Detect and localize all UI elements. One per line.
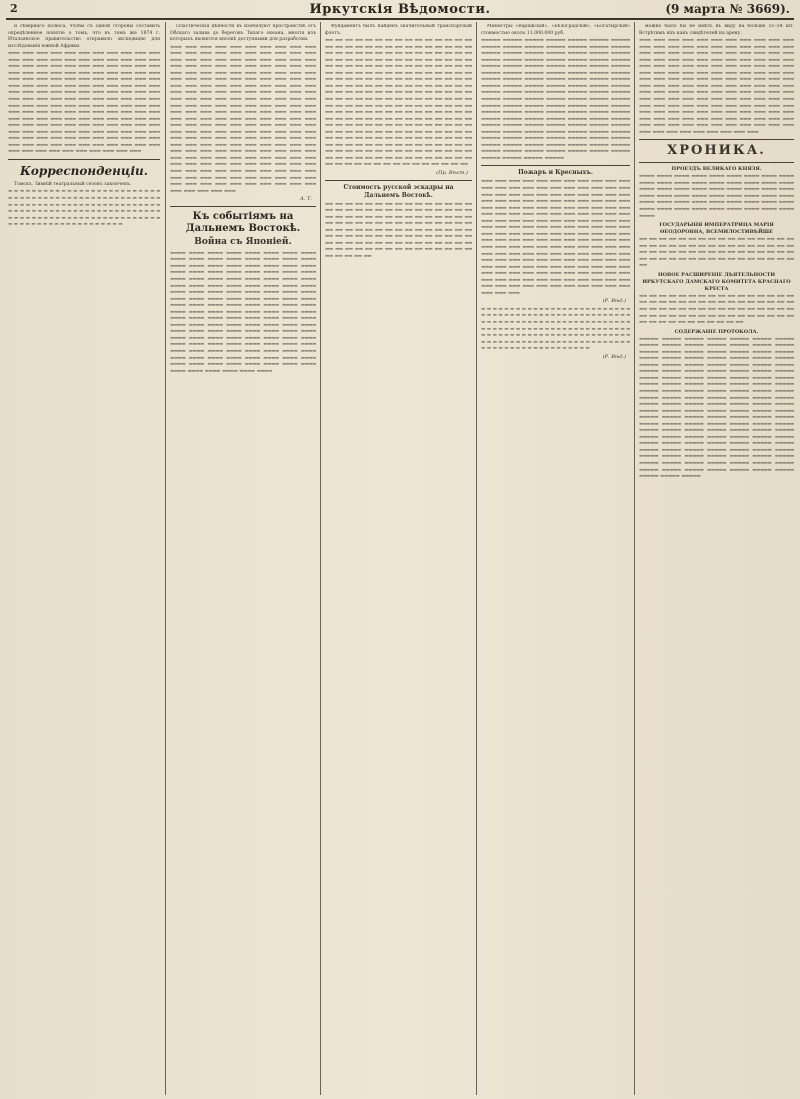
publication-title: Иркутскія Вѣдомости. <box>309 2 491 17</box>
column-4 <box>481 24 630 1095</box>
column-divider <box>634 22 635 1095</box>
body-text: ▬▬ ▬▬ ▬▬ ▬▬ ▬▬ ▬▬ ▬▬ ▬▬ ▬▬ ▬▬ ▬▬ ▬▬ ▬▬ ▬▬ ▬▬ ▬▬ ▬▬ ▬▬ ▬▬ ▬▬ ▬▬ ▬▬ ▬▬ ▬▬ ▬▬ ▬▬ ▬▬ ▬▬ ▬▬ ▬▬ ▬▬ ▬▬ ▬▬ ▬▬ ▬▬ ▬▬ ▬▬ ▬▬ ▬▬ ▬▬ ▬▬ ▬▬ ▬▬ ▬▬ ▬▬ ▬▬ ▬▬ ▬▬ ▬▬ ▬▬ ▬▬ ▬▬ ▬▬ ▬▬ ▬▬ ▬▬ ▬▬ ▬▬ ▬▬ ▬▬ ▬▬ ▬▬ ▬▬ ▬▬ ▬▬ ▬▬ ▬▬ ▬▬ ▬▬ ▬▬ ▬▬ ▬▬ ▬▬ ▬▬ ▬▬ ▬▬ ▬▬ ▬▬ ▬▬ ▬▬ ▬▬ ▬▬ ▬▬ ▬▬ ▬▬ ▬▬ ▬▬ ▬▬ ▬▬ ▬▬ ▬▬ ▬▬ ▬▬ ▬▬ ▬▬ ▬▬ ▬▬ ▬▬ ▬▬ ▬▬ ▬▬ ▬▬ ▬▬ ▬▬ ▬▬ ▬▬ ▬▬ ▬▬ ▬▬ ▬▬ ▬▬ ▬▬ ▬▬ ▬▬ ▬▬ ▬▬ ▬▬ ▬▬ ▬▬ ▬▬ ▬▬ ▬▬ ▬▬ ▬▬ ▬▬ <box>325 201 472 259</box>
article-signature: А. Т. <box>300 196 312 203</box>
chronicle-item-heading: НОВОЕ РАСШИРЕНІЕ ДѢЯТЕЛЬНОСТИ ИРКУТСКАГО ДАМСКАГО КОМИТЕТА КРАСНАГО КРЕСТА <box>642 271 791 292</box>
section-rule <box>639 162 794 163</box>
column-1 <box>8 24 160 1095</box>
body-text: ▬▬▬ ▬▬▬ ▬▬▬ ▬▬▬ ▬▬▬ ▬▬▬ ▬▬▬ ▬▬▬ ▬▬▬ ▬▬▬ ▬▬▬ ▬▬▬ ▬▬▬ ▬▬▬ ▬▬▬ ▬▬▬ ▬▬▬ ▬▬▬ ▬▬▬ ▬▬▬ ▬▬▬ ▬▬▬ ▬▬▬ ▬▬▬ ▬▬▬ ▬▬▬ ▬▬▬ ▬▬▬ ▬▬▬ ▬▬▬ ▬▬▬ ▬▬▬ ▬▬▬ ▬▬▬ ▬▬▬ ▬▬▬ ▬▬▬ ▬▬▬ ▬▬▬ ▬▬▬ ▬▬▬ ▬▬▬ ▬▬▬ ▬▬▬ ▬▬▬ ▬▬▬ ▬▬▬ ▬▬▬ ▬▬▬ ▬▬▬ ▬▬▬ ▬▬▬ ▬▬▬ ▬▬▬ ▬▬▬ ▬▬▬ ▬▬▬ ▬▬▬ ▬▬▬ ▬▬▬ ▬▬▬ ▬▬▬ ▬▬▬ ▬▬▬ ▬▬▬ ▬▬▬ ▬▬▬ ▬▬▬ ▬▬▬ ▬▬▬ ▬▬▬ ▬▬▬ ▬▬▬ ▬▬▬ ▬▬▬ ▬▬▬ ▬▬▬ ▬▬▬ ▬▬▬ ▬▬▬ ▬▬▬ ▬▬▬ ▬▬▬ ▬▬▬ ▬▬▬ ▬▬▬ ▬▬▬ ▬▬▬ ▬▬▬ ▬▬▬ ▬▬▬ ▬▬▬ ▬▬▬ ▬▬▬ ▬▬▬ ▬▬▬ ▬▬▬ ▬▬▬ ▬▬▬ ▬▬▬ ▬▬▬ ▬▬▬ ▬▬▬ ▬▬▬ ▬▬▬ ▬▬▬ ▬▬▬ ▬▬▬ ▬▬▬ ▬▬▬ ▬▬▬ ▬▬▬ ▬▬▬ ▬▬▬ ▬▬▬ ▬▬▬ ▬▬▬ ▬▬▬ ▬▬▬ ▬▬▬ ▬▬▬ ▬▬▬ ▬▬▬ ▬▬▬ ▬▬▬ ▬▬▬ ▬▬▬ ▬▬▬ ▬▬▬ ▬▬▬ ▬▬▬ ▬▬▬ ▬▬▬ ▬▬▬ ▬▬▬ ▬▬▬ ▬▬▬ ▬▬▬ ▬▬▬ ▬▬▬ ▬▬▬ ▬▬▬ ▬▬▬ ▬▬▬ ▬▬▬ ▬▬▬ ▬▬▬ ▬▬▬ ▬▬▬ ▬▬▬ ▬▬▬ ▬▬▬ ▬▬▬ ▬▬▬ ▬▬▬ ▬▬▬ ▬▬▬ ▬▬▬ ▬▬▬ ▬▬▬ ▬▬▬ ▬▬▬ ▬▬▬ ▬▬▬ ▬▬▬ ▬▬▬ ▬▬▬ ▬▬▬ ▬▬▬ ▬▬▬ ▬▬▬ ▬▬▬ ▬▬▬ ▬▬▬ ▬▬▬ ▬▬▬ ▬▬▬ ▬▬▬ ▬▬▬ ▬▬▬ ▬▬▬ ▬▬▬ ▬▬▬ ▬▬▬ ▬▬▬ ▬▬▬ ▬▬▬ ▬▬▬ ▬▬▬ ▬▬▬ <box>481 179 630 296</box>
body-text: ▬ ▬ ▬ ▬ ▬ ▬ ▬ ▬ ▬ ▬ ▬ ▬ ▬ ▬ ▬ ▬ ▬ ▬ ▬ ▬ ▬ ▬ ▬ ▬ ▬ ▬ ▬ ▬ ▬ ▬ ▬ ▬ ▬ ▬ ▬ ▬ ▬ ▬ ▬ ▬ ▬ ▬ ▬ ▬ ▬ ▬ ▬ ▬ ▬ ▬ ▬ ▬ ▬ ▬ ▬ ▬ ▬ ▬ ▬ ▬ ▬ ▬ ▬ ▬ ▬ ▬ ▬ ▬ ▬ ▬ ▬ ▬ ▬ ▬ ▬ ▬ ▬ ▬ ▬ ▬ ▬ ▬ ▬ ▬ ▬ ▬ ▬ ▬ ▬ ▬ ▬ ▬ ▬ ▬ ▬ ▬ ▬ ▬ ▬ ▬ ▬ ▬ ▬ ▬ ▬ ▬ ▬ ▬ ▬ ▬ ▬ ▬ ▬ ▬ ▬ ▬ ▬ ▬ ▬ ▬ ▬ ▬ ▬ ▬ ▬ ▬ ▬ ▬ ▬ ▬ ▬ ▬ ▬ ▬ ▬ ▬ ▬ ▬ ▬ ▬ ▬ ▬ ▬ ▬ ▬ ▬ ▬ ▬ ▬ ▬ ▬ ▬ ▬ ▬ ▬ ▬ ▬ ▬ ▬ ▬ ▬ ▬ ▬ ▬ ▬ ▬ ▬ ▬ ▬ ▬ ▬ ▬ ▬ ▬ ▬ <box>481 306 630 352</box>
body-text: ▬▬▬ ▬▬▬ ▬▬▬ ▬▬▬ ▬▬▬ ▬▬▬ ▬▬▬ ▬▬▬ ▬▬▬ ▬▬▬ ▬▬▬ ▬▬▬ ▬▬▬ ▬▬▬ ▬▬▬ ▬▬▬ ▬▬▬ ▬▬▬ ▬▬▬ ▬▬▬ ▬▬▬ ▬▬▬ ▬▬▬ ▬▬▬ ▬▬▬ ▬▬▬ ▬▬▬ ▬▬▬ ▬▬▬ ▬▬▬ ▬▬▬ ▬▬▬ ▬▬▬ ▬▬▬ ▬▬▬ ▬▬▬ ▬▬▬ ▬▬▬ ▬▬▬ ▬▬▬ ▬▬▬ ▬▬▬ ▬▬▬ ▬▬▬ ▬▬▬ ▬▬▬ ▬▬▬ ▬▬▬ ▬▬▬ ▬▬▬ ▬▬▬ ▬▬▬ ▬▬▬ ▬▬▬ ▬▬▬ ▬▬▬ ▬▬▬ ▬▬▬ ▬▬▬ ▬▬▬ ▬▬▬ ▬▬▬ ▬▬▬ ▬▬▬ ▬▬▬ ▬▬▬ ▬▬▬ ▬▬▬ ▬▬▬ ▬▬▬ ▬▬▬ ▬▬▬ ▬▬▬ ▬▬▬ ▬▬▬ ▬▬▬ ▬▬▬ ▬▬▬ ▬▬▬ ▬▬▬ ▬▬▬ ▬▬▬ ▬▬▬ ▬▬▬ ▬▬▬ ▬▬▬ ▬▬▬ ▬▬▬ ▬▬▬ ▬▬▬ ▬▬▬ ▬▬▬ ▬▬▬ ▬▬▬ ▬▬▬ ▬▬▬ ▬▬▬ ▬▬▬ ▬▬▬ ▬▬▬ ▬▬▬ ▬▬▬ ▬▬▬ ▬▬▬ ▬▬▬ ▬▬▬ ▬▬▬ ▬▬▬ ▬▬▬ ▬▬▬ ▬▬▬ ▬▬▬ ▬▬▬ ▬▬▬ ▬▬▬ ▬▬▬ ▬▬▬ ▬▬▬ ▬▬▬ ▬▬▬ ▬▬▬ ▬▬▬ ▬▬▬ ▬▬▬ ▬▬▬ ▬▬▬ ▬▬▬ ▬▬▬ ▬▬▬ ▬▬▬ ▬▬▬ ▬▬▬ ▬▬▬ ▬▬▬ ▬▬▬ ▬▬▬ ▬▬▬ ▬▬▬ ▬▬▬ ▬▬▬ ▬▬▬ ▬▬▬ ▬▬▬ ▬▬▬ ▬▬▬ ▬▬▬ ▬▬▬ ▬▬▬ ▬▬▬ ▬▬▬ ▬▬▬ ▬▬▬ ▬▬▬ ▬▬▬ ▬▬▬ ▬▬▬ ▬▬▬ ▬▬▬ ▬▬▬ ▬▬▬ ▬▬▬ ▬▬▬ ▬▬▬ ▬▬▬ ▬▬▬ ▬▬▬ ▬▬▬ ▬▬▬ ▬▬▬ ▬▬▬ ▬▬▬ ▬▬▬ ▬▬▬ ▬▬▬ ▬▬▬ ▬▬▬ ▬▬▬ ▬▬▬ ▬▬▬ ▬▬▬ ▬▬▬ ▬▬▬ ▬▬▬ ▬▬▬ ▬▬▬ ▬▬▬ ▬▬▬ ▬▬▬ ▬▬▬ ▬▬▬ ▬▬▬ ▬▬▬ ▬▬▬ ▬▬▬ ▬▬▬ ▬▬▬ ▬▬▬ ▬▬▬ ▬▬▬ ▬▬▬ ▬▬▬ ▬▬▬ ▬▬▬ ▬▬▬ ▬▬▬ ▬▬▬ ▬▬▬ ▬▬▬ ▬▬▬ ▬▬▬ ▬▬▬ ▬▬▬ ▬▬▬ ▬▬▬ ▬▬▬ ▬▬▬ ▬▬▬ ▬▬▬ ▬▬▬ ▬▬▬ ▬▬▬ ▬▬▬ ▬▬▬ ▬▬▬ ▬▬▬ <box>170 44 316 194</box>
column-divider <box>476 22 477 1095</box>
column-2 <box>170 24 316 1095</box>
column-divider <box>320 22 321 1095</box>
chronicle-item-heading: СОДЕРЖАНІЕ ПРОТОКОЛА. <box>674 328 759 335</box>
article-text: можно было бы не имѣть въ виду на больше 51–54 шт. Встрѣтимъ ихъ какъ свидѣтелей на арену. <box>639 24 794 36</box>
chronicle-item-heading: ГОСУДАРЫНЯ ИМПЕРАТРИЦА МАРІЯ ѲЕОДОРОВНА, ВСЕМИЛОСТИВѢЙШЕ <box>659 222 774 236</box>
column-5 <box>639 24 794 1095</box>
article-signature: (Пр. Вѣст.) <box>436 170 468 177</box>
issue-date-number: (9 марта № 3669). <box>665 2 790 16</box>
body-text: ▬▬ ▬▬ ▬▬ ▬▬ ▬▬ ▬▬ ▬▬ ▬▬ ▬▬ ▬▬ ▬▬ ▬▬ ▬▬ ▬▬ ▬▬ ▬▬ ▬▬ ▬▬ ▬▬ ▬▬ ▬▬ ▬▬ ▬▬ ▬▬ ▬▬ ▬▬ ▬▬ ▬▬ ▬▬ ▬▬ ▬▬ ▬▬ ▬▬ ▬▬ ▬▬ ▬▬ ▬▬ ▬▬ ▬▬ ▬▬ ▬▬ ▬▬ ▬▬ ▬▬ ▬▬ ▬▬ ▬▬ ▬▬ ▬▬ ▬▬ ▬▬ ▬▬ ▬▬ ▬▬ ▬▬ ▬▬ ▬▬ ▬▬ ▬▬ ▬▬ ▬▬ ▬▬ ▬▬ ▬▬ ▬▬ ▬▬ ▬▬ ▬▬ ▬▬ ▬▬ ▬▬ ▬▬ ▬▬ ▬▬ ▬▬ ▬▬ ▬▬ ▬▬ ▬▬ ▬▬ ▬▬ ▬▬ ▬▬ ▬▬ ▬▬ ▬▬ ▬▬ ▬▬ ▬▬ ▬▬ ▬▬ ▬▬ ▬▬ ▬▬ ▬▬ ▬▬ ▬▬ ▬▬ ▬▬ ▬▬ ▬▬ ▬▬ ▬▬ ▬▬ ▬▬ ▬▬ ▬▬ ▬▬ ▬▬ ▬▬ ▬▬ ▬▬ ▬▬ ▬▬ ▬▬ ▬▬ ▬▬ ▬▬ ▬▬ ▬▬ ▬▬ ▬▬ ▬▬ ▬▬ ▬▬ ▬▬ ▬▬ ▬▬ ▬▬ ▬▬ ▬▬ ▬▬ ▬▬ ▬▬ ▬▬ ▬▬ ▬▬ ▬▬ ▬▬ ▬▬ ▬▬ ▬▬ ▬▬ ▬▬ ▬▬ ▬▬ ▬▬ ▬▬ ▬▬ ▬▬ ▬▬ ▬▬ ▬▬ ▬▬ ▬▬ ▬▬ ▬▬ ▬▬ ▬▬ ▬▬ ▬▬ ▬▬ ▬▬ ▬▬ ▬▬ ▬▬ ▬▬ ▬▬ ▬▬ ▬▬ ▬▬ ▬▬ ▬▬ ▬▬ ▬▬ ▬▬ ▬▬ ▬▬ ▬▬ ▬▬ ▬▬ ▬▬ ▬▬ ▬▬ ▬▬ ▬▬ ▬▬ ▬▬ ▬▬ ▬▬ ▬▬ ▬▬ ▬▬ ▬▬ ▬▬ ▬▬ ▬▬ ▬▬ ▬▬ ▬▬ ▬▬ ▬▬ ▬▬ ▬▬ ▬▬ ▬▬ ▬▬ ▬▬ ▬▬ ▬▬ ▬▬ ▬▬ ▬▬ ▬▬ ▬▬ ▬▬ ▬▬ ▬▬ ▬▬ ▬▬ ▬▬ ▬▬ ▬▬ ▬▬ ▬▬ ▬▬ ▬▬ ▬▬ ▬▬ ▬▬ ▬▬ ▬▬ ▬▬ ▬▬ ▬▬ ▬▬ ▬▬ ▬▬ ▬▬ ▬▬ ▬▬ ▬▬ ▬▬ ▬▬ ▬▬ ▬▬ ▬▬ ▬▬ ▬▬ ▬▬ ▬▬ ▬▬ ▬▬ ▬▬ ▬▬ ▬▬ ▬▬ ▬▬ ▬▬ ▬▬ ▬▬ ▬▬ ▬▬ ▬▬ ▬▬ ▬▬ ▬▬ ▬▬ ▬▬ ▬▬ ▬▬ ▬▬ ▬▬ ▬▬ ▬▬ ▬▬ ▬▬ ▬▬ ▬▬ ▬▬ ▬▬ ▬▬ ▬▬ ▬▬ ▬▬ ▬▬ ▬▬ ▬▬ ▬▬ ▬▬ ▬▬ ▬▬ ▬▬ ▬▬ ▬▬ ▬▬ ▬▬ ▬▬ ▬▬ ▬▬ <box>325 38 472 168</box>
section-rule <box>481 165 630 166</box>
column-divider <box>165 22 166 1095</box>
column-3 <box>325 24 472 1095</box>
body-text: ▬▬▬ ▬▬▬ ▬▬▬ ▬▬▬ ▬▬▬ ▬▬▬ ▬▬▬ ▬▬▬ ▬▬▬ ▬▬▬ ▬▬▬ ▬▬▬ ▬▬▬ ▬▬▬ ▬▬▬ ▬▬▬ ▬▬▬ ▬▬▬ ▬▬▬ ▬▬▬ ▬▬▬ ▬▬▬ ▬▬▬ ▬▬▬ ▬▬▬ ▬▬▬ ▬▬▬ ▬▬▬ ▬▬▬ ▬▬▬ ▬▬▬ ▬▬▬ ▬▬▬ ▬▬▬ ▬▬▬ ▬▬▬ ▬▬▬ ▬▬▬ ▬▬▬ ▬▬▬ ▬▬▬ ▬▬▬ ▬▬▬ ▬▬▬ ▬▬▬ ▬▬▬ ▬▬▬ ▬▬▬ ▬▬▬ ▬▬▬ ▬▬▬ ▬▬▬ ▬▬▬ ▬▬▬ ▬▬▬ ▬▬▬ ▬▬▬ ▬▬▬ ▬▬▬ ▬▬▬ ▬▬▬ ▬▬▬ ▬▬▬ ▬▬▬ ▬▬▬ ▬▬▬ ▬▬▬ ▬▬▬ ▬▬▬ ▬▬▬ ▬▬▬ ▬▬▬ ▬▬▬ ▬▬▬ ▬▬▬ ▬▬▬ ▬▬▬ ▬▬▬ ▬▬▬ ▬▬▬ ▬▬▬ ▬▬▬ ▬▬▬ ▬▬▬ ▬▬▬ ▬▬▬ ▬▬▬ ▬▬▬ ▬▬▬ ▬▬▬ ▬▬▬ ▬▬▬ ▬▬▬ ▬▬▬ ▬▬▬ ▬▬▬ ▬▬▬ ▬▬▬ ▬▬▬ ▬▬▬ ▬▬▬ ▬▬▬ ▬▬▬ ▬▬▬ ▬▬▬ ▬▬▬ ▬▬▬ ▬▬▬ ▬▬▬ ▬▬▬ ▬▬▬ ▬▬▬ ▬▬▬ ▬▬▬ ▬▬▬ ▬▬▬ ▬▬▬ ▬▬▬ ▬▬▬ ▬▬▬ ▬▬▬ ▬▬▬ ▬▬▬ ▬▬▬ ▬▬▬ ▬▬▬ ▬▬▬ ▬▬▬ ▬▬▬ ▬▬▬ ▬▬▬ ▬▬▬ ▬▬▬ ▬▬▬ ▬▬▬ ▬▬▬ ▬▬▬ ▬▬▬ ▬▬▬ ▬▬▬ ▬▬▬ ▬▬▬ ▬▬▬ ▬▬▬ ▬▬▬ ▬▬▬ ▬▬▬ ▬▬▬ ▬▬▬ ▬▬▬ ▬▬▬ ▬▬▬ ▬▬▬ ▬▬▬ ▬▬▬ ▬▬▬ ▬▬▬ ▬▬▬ ▬▬▬ ▬▬▬ ▬▬▬ ▬▬▬ ▬▬▬ <box>639 38 794 135</box>
page-number: 2 <box>10 2 18 15</box>
section-heading-fires: Пожаръ и Кресныхъ. <box>518 169 593 177</box>
section-heading-chronicle: ХРОНИКА. <box>667 143 766 159</box>
dateline: Томскъ. Зимній театральный сезонъ законченъ. <box>14 181 132 187</box>
article-signature: (Р. Вѣд.) <box>602 298 626 305</box>
body-text: ▬ ▬ ▬ ▬ ▬ ▬ ▬ ▬ ▬ ▬ ▬ ▬ ▬ ▬ ▬ ▬ ▬ ▬ ▬ ▬ ▬ ▬ ▬ ▬ ▬ ▬ ▬ ▬ ▬ ▬ ▬ ▬ ▬ ▬ ▬ ▬ ▬ ▬ ▬ ▬ ▬ ▬ ▬ ▬ ▬ ▬ ▬ ▬ ▬ ▬ ▬ ▬ ▬ ▬ ▬ ▬ ▬ ▬ ▬ ▬ ▬ ▬ ▬ ▬ ▬ ▬ ▬ ▬ ▬ ▬ ▬ ▬ ▬ ▬ ▬ ▬ ▬ ▬ ▬ ▬ ▬ ▬ ▬ ▬ ▬ ▬ ▬ ▬ ▬ ▬ ▬ ▬ ▬ ▬ ▬ ▬ ▬ ▬ ▬ ▬ ▬ ▬ ▬ ▬ ▬ ▬ ▬ ▬ ▬ ▬ ▬ ▬ ▬ ▬ ▬ ▬ ▬ ▬ ▬ ▬ ▬ ▬ ▬ ▬ ▬ ▬ ▬ ▬ ▬ ▬ ▬ ▬ ▬ ▬ ▬ ▬ ▬ ▬ ▬ ▬ ▬ ▬ ▬ ▬ ▬ ▬ ▬ ▬ ▬ ▬ <box>8 189 160 228</box>
section-rule <box>639 139 794 140</box>
section-rule <box>325 180 472 181</box>
section-rule <box>170 206 316 207</box>
section-heading-correspondence: Корреспонденціи. <box>20 163 148 178</box>
article-text: Пластическія цѣнности въ изобилуют пространствѣ отъ Обскаго залива до береговъ Тихаго океана, многія изъ которыхъ являются вполнѣ доступными для разработки. <box>170 24 316 43</box>
section-heading-squadron-cost: Стоимость русской эскадры на Дальнемъ Востокѣ. <box>343 183 454 199</box>
body-text: ▬▬▬▬▬ ▬▬▬▬▬ ▬▬▬▬▬ ▬▬▬▬▬ ▬▬▬▬▬ ▬▬▬▬▬ ▬▬▬▬▬ ▬▬▬▬▬ ▬▬▬▬▬ ▬▬▬▬▬ ▬▬▬▬▬ ▬▬▬▬▬ ▬▬▬▬▬ ▬▬▬▬▬ ▬▬▬▬▬ ▬▬▬▬▬ ▬▬▬▬▬ ▬▬▬▬▬ ▬▬▬▬▬ ▬▬▬▬▬ ▬▬▬▬▬ ▬▬▬▬▬ ▬▬▬▬▬ ▬▬▬▬▬ ▬▬▬▬▬ ▬▬▬▬▬ ▬▬▬▬▬ ▬▬▬▬▬ ▬▬▬▬▬ ▬▬▬▬▬ ▬▬▬▬▬ ▬▬▬▬▬ ▬▬▬▬▬ ▬▬▬▬▬ ▬▬▬▬▬ ▬▬▬▬▬ ▬▬▬▬▬ ▬▬▬▬▬ ▬▬▬▬▬ ▬▬▬▬▬ ▬▬▬▬▬ ▬▬▬▬▬ ▬▬▬▬▬ ▬▬▬▬▬ ▬▬▬▬▬ ▬▬▬▬▬ ▬▬▬▬▬ ▬▬▬▬▬ ▬▬▬▬▬ ▬▬▬▬▬ ▬▬▬▬▬ ▬▬▬▬▬ ▬▬▬▬▬ ▬▬▬▬▬ ▬▬▬▬▬ ▬▬▬▬▬ ▬▬▬▬▬ ▬▬▬▬▬ ▬▬▬▬▬ ▬▬▬▬▬ ▬▬▬▬▬ ▬▬▬▬▬ ▬▬▬▬▬ ▬▬▬▬▬ ▬▬▬▬▬ ▬▬▬▬▬ ▬▬▬▬▬ ▬▬▬▬▬ ▬▬▬▬▬ ▬▬▬▬▬ ▬▬▬▬▬ ▬▬▬▬▬ ▬▬▬▬▬ ▬▬▬▬▬ ▬▬▬▬▬ ▬▬▬▬▬ ▬▬▬▬▬ ▬▬▬▬▬ ▬▬▬▬▬ ▬▬▬▬▬ ▬▬▬▬▬ ▬▬▬▬▬ ▬▬▬▬▬ ▬▬▬▬▬ ▬▬▬▬▬ ▬▬▬▬▬ ▬▬▬▬▬ ▬▬▬▬▬ ▬▬▬▬▬ ▬▬▬▬▬ ▬▬▬▬▬ ▬▬▬▬▬ ▬▬▬▬▬ ▬▬▬▬▬ ▬▬▬▬▬ ▬▬▬▬▬ ▬▬▬▬▬ ▬▬▬▬▬ ▬▬▬▬▬ ▬▬▬▬▬ ▬▬▬▬▬ ▬▬▬▬▬ ▬▬▬▬▬ ▬▬▬▬▬ ▬▬▬▬▬ ▬▬▬▬▬ ▬▬▬▬▬ ▬▬▬▬▬ ▬▬▬▬▬ ▬▬▬▬▬ ▬▬▬▬▬ ▬▬▬▬▬ ▬▬▬▬▬ ▬▬▬▬▬ ▬▬▬▬▬ ▬▬▬▬▬ ▬▬▬▬▬ ▬▬▬▬▬ ▬▬▬▬▬ ▬▬▬▬▬ ▬▬▬▬▬ ▬▬▬▬▬ ▬▬▬▬▬ ▬▬▬▬▬ ▬▬▬▬▬ ▬▬▬▬▬ ▬▬▬▬▬ ▬▬▬▬▬ ▬▬▬▬▬ ▬▬▬▬▬ <box>481 38 630 161</box>
masthead <box>6 2 794 20</box>
body-text: ▬▬▬ ▬▬▬ ▬▬▬ ▬▬▬ ▬▬▬ ▬▬▬ ▬▬▬ ▬▬▬ ▬▬▬ ▬▬▬ ▬▬▬ ▬▬▬ ▬▬▬ ▬▬▬ ▬▬▬ ▬▬▬ ▬▬▬ ▬▬▬ ▬▬▬ ▬▬▬ ▬▬▬ ▬▬▬ ▬▬▬ ▬▬▬ ▬▬▬ ▬▬▬ ▬▬▬ ▬▬▬ ▬▬▬ ▬▬▬ ▬▬▬ ▬▬▬ ▬▬▬ ▬▬▬ ▬▬▬ ▬▬▬ ▬▬▬ ▬▬▬ ▬▬▬ ▬▬▬ ▬▬▬ ▬▬▬ ▬▬▬ ▬▬▬ ▬▬▬ ▬▬▬ ▬▬▬ ▬▬▬ ▬▬▬ ▬▬▬ ▬▬▬ ▬▬▬ ▬▬▬ ▬▬▬ ▬▬▬ ▬▬▬ ▬▬▬ ▬▬▬ ▬▬▬ ▬▬▬ ▬▬▬ ▬▬▬ ▬▬▬ ▬▬▬ ▬▬▬ ▬▬▬ ▬▬▬ ▬▬▬ ▬▬▬ ▬▬▬ ▬▬▬ ▬▬▬ ▬▬▬ ▬▬▬ ▬▬▬ ▬▬▬ ▬▬▬ ▬▬▬ ▬▬▬ ▬▬▬ ▬▬▬ ▬▬▬ ▬▬▬ ▬▬▬ ▬▬▬ ▬▬▬ ▬▬▬ ▬▬▬ ▬▬▬ ▬▬▬ ▬▬▬ ▬▬▬ ▬▬▬ ▬▬▬ ▬▬▬ ▬▬▬ ▬▬▬ ▬▬▬ ▬▬▬ ▬▬▬ ▬▬▬ ▬▬▬ ▬▬▬ ▬▬▬ ▬▬▬ ▬▬▬ ▬▬▬ ▬▬▬ ▬▬▬ ▬▬▬ ▬▬▬ ▬▬▬ ▬▬▬ ▬▬▬ ▬▬▬ ▬▬▬ ▬▬▬ ▬▬▬ ▬▬▬ ▬▬▬ ▬▬▬ ▬▬▬ ▬▬▬ ▬▬▬ ▬▬▬ ▬▬▬ ▬▬▬ ▬▬▬ ▬▬▬ ▬▬▬ ▬▬▬ ▬▬▬ ▬▬▬ ▬▬▬ ▬▬▬ ▬▬▬ ▬▬▬ ▬▬▬ ▬▬▬ ▬▬▬ ▬▬▬ ▬▬▬ ▬▬▬ ▬▬▬ ▬▬▬ ▬▬▬ ▬▬▬ ▬▬▬ ▬▬▬ ▬▬▬ ▬▬▬ ▬▬▬ ▬▬▬ ▬▬▬ ▬▬▬ ▬▬▬ ▬▬▬ ▬▬▬ ▬▬▬ ▬▬▬ ▬▬▬ ▬▬▬ ▬▬▬ ▬▬▬ ▬▬▬ ▬▬▬ ▬▬▬ ▬▬▬ ▬▬▬ ▬▬▬ ▬▬▬ ▬▬▬ ▬▬▬ ▬▬▬ ▬▬▬ <box>8 51 160 155</box>
section-heading-far-east: Къ событіямъ на Дальнемъ Востокѣ. <box>185 210 301 234</box>
article-text: и сѣвернаго полюса, чтобы съ одной стороны составить опредѣленное понятіе о томъ, что въ томъ же 1874 г. Итальянское правительство отправило экспедицію для изслѣдованія южной Африки. <box>8 24 160 49</box>
body-text: ▬▬▬▬▬ ▬▬▬▬▬ ▬▬▬▬▬ ▬▬▬▬▬ ▬▬▬▬▬ ▬▬▬▬▬ ▬▬▬▬▬ ▬▬▬▬▬ ▬▬▬▬▬ ▬▬▬▬▬ ▬▬▬▬▬ ▬▬▬▬▬ ▬▬▬▬▬ ▬▬▬▬▬ ▬▬▬▬▬ ▬▬▬▬▬ ▬▬▬▬▬ ▬▬▬▬▬ ▬▬▬▬▬ ▬▬▬▬▬ ▬▬▬▬▬ ▬▬▬▬▬ ▬▬▬▬▬ ▬▬▬▬▬ ▬▬▬▬▬ ▬▬▬▬▬ ▬▬▬▬▬ ▬▬▬▬▬ ▬▬▬▬▬ ▬▬▬▬▬ ▬▬▬▬▬ ▬▬▬▬▬ ▬▬▬▬▬ ▬▬▬▬▬ ▬▬▬▬▬ ▬▬▬▬▬ ▬▬▬▬▬ ▬▬▬▬▬ ▬▬▬▬▬ ▬▬▬▬▬ ▬▬▬▬▬ ▬▬▬▬▬ ▬▬▬▬▬ ▬▬▬▬▬ ▬▬▬▬▬ ▬▬▬▬▬ ▬▬▬▬▬ ▬▬▬▬▬ ▬▬▬▬▬ ▬▬▬▬▬ ▬▬▬▬▬ ▬▬▬▬▬ ▬▬▬▬▬ ▬▬▬▬▬ ▬▬▬▬▬ ▬▬▬▬▬ ▬▬▬▬▬ ▬▬▬▬▬ ▬▬▬▬▬ ▬▬▬▬▬ ▬▬▬▬▬ ▬▬▬▬▬ ▬▬▬▬▬ ▬▬▬▬▬ ▬▬▬▬▬ ▬▬▬▬▬ ▬▬▬▬▬ ▬▬▬▬▬ ▬▬▬▬▬ ▬▬▬▬▬ ▬▬▬▬▬ ▬▬▬▬▬ ▬▬▬▬▬ ▬▬▬▬▬ ▬▬▬▬▬ ▬▬▬▬▬ ▬▬▬▬▬ ▬▬▬▬▬ ▬▬▬▬▬ ▬▬▬▬▬ ▬▬▬▬▬ ▬▬▬▬▬ ▬▬▬▬▬ ▬▬▬▬▬ ▬▬▬▬▬ ▬▬▬▬▬ ▬▬▬▬▬ ▬▬▬▬▬ ▬▬▬▬▬ ▬▬▬▬▬ ▬▬▬▬▬ ▬▬▬▬▬ ▬▬▬▬▬ ▬▬▬▬▬ ▬▬▬▬▬ ▬▬▬▬▬ ▬▬▬▬▬ ▬▬▬▬▬ ▬▬▬▬▬ ▬▬▬▬▬ ▬▬▬▬▬ ▬▬▬▬▬ ▬▬▬▬▬ ▬▬▬▬▬ ▬▬▬▬▬ ▬▬▬▬▬ ▬▬▬▬▬ ▬▬▬▬▬ ▬▬▬▬▬ ▬▬▬▬▬ ▬▬▬▬▬ ▬▬▬▬▬ ▬▬▬▬▬ ▬▬▬▬▬ ▬▬▬▬▬ ▬▬▬▬▬ ▬▬▬▬▬ ▬▬▬▬▬ ▬▬▬▬▬ ▬▬▬▬▬ ▬▬▬▬▬ ▬▬▬▬▬ ▬▬▬▬▬ ▬▬▬▬▬ ▬▬▬▬▬ ▬▬▬▬▬ ▬▬▬▬▬ ▬▬▬▬▬ ▬▬▬▬▬ ▬▬▬▬▬ ▬▬▬▬▬ ▬▬▬▬▬ ▬▬▬▬▬ ▬▬▬▬▬ ▬▬▬▬▬ ▬▬▬▬▬ ▬▬▬▬▬ ▬▬▬▬▬ ▬▬▬▬▬ ▬▬▬▬▬ ▬▬▬▬▬ ▬▬▬▬▬ ▬▬▬▬▬ ▬▬▬▬▬ ▬▬▬▬▬ ▬▬▬▬▬ ▬▬▬▬▬ ▬▬▬▬▬ ▬▬▬▬▬ ▬▬▬▬▬ <box>639 336 794 480</box>
body-text: ▬▬ ▬▬ ▬▬ ▬▬ ▬▬ ▬▬ ▬▬ ▬▬ ▬▬ ▬▬ ▬▬ ▬▬ ▬▬ ▬▬ ▬▬ ▬▬ ▬▬ ▬▬ ▬▬ ▬▬ ▬▬ ▬▬ ▬▬ ▬▬ ▬▬ ▬▬ ▬▬ ▬▬ ▬▬ ▬▬ ▬▬ ▬▬ ▬▬ ▬▬ ▬▬ ▬▬ ▬▬ ▬▬ ▬▬ ▬▬ ▬▬ ▬▬ ▬▬ ▬▬ ▬▬ ▬▬ ▬▬ ▬▬ ▬▬ ▬▬ ▬▬ ▬▬ ▬▬ ▬▬ ▬▬ ▬▬ ▬▬ ▬▬ ▬▬ ▬▬ ▬▬ ▬▬ ▬▬ ▬▬ ▬▬ ▬▬ ▬▬ ▬▬ ▬▬ ▬▬ ▬▬ ▬▬ ▬▬ ▬▬ ▬▬ <box>639 293 794 326</box>
body-text: ▬▬▬▬ ▬▬▬▬ ▬▬▬▬ ▬▬▬▬ ▬▬▬▬ ▬▬▬▬ ▬▬▬▬ ▬▬▬▬ ▬▬▬▬ ▬▬▬▬ ▬▬▬▬ ▬▬▬▬ ▬▬▬▬ ▬▬▬▬ ▬▬▬▬ ▬▬▬▬ ▬▬▬▬ ▬▬▬▬ ▬▬▬▬ ▬▬▬▬ ▬▬▬▬ ▬▬▬▬ ▬▬▬▬ ▬▬▬▬ ▬▬▬▬ ▬▬▬▬ ▬▬▬▬ ▬▬▬▬ ▬▬▬▬ ▬▬▬▬ ▬▬▬▬ ▬▬▬▬ ▬▬▬▬ ▬▬▬▬ ▬▬▬▬ ▬▬▬▬ ▬▬▬▬ ▬▬▬▬ ▬▬▬▬ ▬▬▬▬ ▬▬▬▬ ▬▬▬▬ ▬▬▬▬ ▬▬▬▬ ▬▬▬▬ ▬▬▬▬ ▬▬▬▬ ▬▬▬▬ ▬▬▬▬ ▬▬▬▬ ▬▬▬▬ ▬▬▬▬ ▬▬▬▬ ▬▬▬▬ ▬▬▬▬ <box>639 174 794 219</box>
article-text: Министры «Варяжскій», «Бѣлоградскій», «Богатырскій» стоимостью около 11.000.000 руб. <box>481 24 630 36</box>
article-text: Фундаментъ былъ найденъ значительный транспортный флотъ. <box>325 24 472 36</box>
body-text: ▬▬▬▬ ▬▬▬▬ ▬▬▬▬ ▬▬▬▬ ▬▬▬▬ ▬▬▬▬ ▬▬▬▬ ▬▬▬▬ ▬▬▬▬ ▬▬▬▬ ▬▬▬▬ ▬▬▬▬ ▬▬▬▬ ▬▬▬▬ ▬▬▬▬ ▬▬▬▬ ▬▬▬▬ ▬▬▬▬ ▬▬▬▬ ▬▬▬▬ ▬▬▬▬ ▬▬▬▬ ▬▬▬▬ ▬▬▬▬ ▬▬▬▬ ▬▬▬▬ ▬▬▬▬ ▬▬▬▬ ▬▬▬▬ ▬▬▬▬ ▬▬▬▬ ▬▬▬▬ ▬▬▬▬ ▬▬▬▬ ▬▬▬▬ ▬▬▬▬ ▬▬▬▬ ▬▬▬▬ ▬▬▬▬ ▬▬▬▬ ▬▬▬▬ ▬▬▬▬ ▬▬▬▬ ▬▬▬▬ ▬▬▬▬ ▬▬▬▬ ▬▬▬▬ ▬▬▬▬ ▬▬▬▬ ▬▬▬▬ ▬▬▬▬ ▬▬▬▬ ▬▬▬▬ ▬▬▬▬ ▬▬▬▬ ▬▬▬▬ ▬▬▬▬ ▬▬▬▬ ▬▬▬▬ ▬▬▬▬ ▬▬▬▬ ▬▬▬▬ ▬▬▬▬ ▬▬▬▬ ▬▬▬▬ ▬▬▬▬ ▬▬▬▬ ▬▬▬▬ ▬▬▬▬ ▬▬▬▬ ▬▬▬▬ ▬▬▬▬ ▬▬▬▬ ▬▬▬▬ ▬▬▬▬ ▬▬▬▬ ▬▬▬▬ ▬▬▬▬ ▬▬▬▬ ▬▬▬▬ ▬▬▬▬ ▬▬▬▬ ▬▬▬▬ ▬▬▬▬ ▬▬▬▬ ▬▬▬▬ ▬▬▬▬ ▬▬▬▬ ▬▬▬▬ ▬▬▬▬ ▬▬▬▬ ▬▬▬▬ ▬▬▬▬ ▬▬▬▬ ▬▬▬▬ ▬▬▬▬ ▬▬▬▬ ▬▬▬▬ ▬▬▬▬ ▬▬▬▬ ▬▬▬▬ ▬▬▬▬ ▬▬▬▬ ▬▬▬▬ ▬▬▬▬ ▬▬▬▬ ▬▬▬▬ ▬▬▬▬ ▬▬▬▬ ▬▬▬▬ ▬▬▬▬ ▬▬▬▬ ▬▬▬▬ ▬▬▬▬ ▬▬▬▬ ▬▬▬▬ ▬▬▬▬ ▬▬▬▬ ▬▬▬▬ ▬▬▬▬ ▬▬▬▬ ▬▬▬▬ ▬▬▬▬ ▬▬▬▬ ▬▬▬▬ ▬▬▬▬ ▬▬▬▬ ▬▬▬▬ ▬▬▬▬ ▬▬▬▬ ▬▬▬▬ ▬▬▬▬ ▬▬▬▬ ▬▬▬▬ ▬▬▬▬ ▬▬▬▬ ▬▬▬▬ ▬▬▬▬ ▬▬▬▬ ▬▬▬▬ ▬▬▬▬ ▬▬▬▬ ▬▬▬▬ ▬▬▬▬ ▬▬▬▬ ▬▬▬▬ ▬▬▬▬ ▬▬▬▬ ▬▬▬▬ ▬▬▬▬ <box>170 250 316 374</box>
body-text: ▬▬ ▬▬ ▬▬ ▬▬ ▬▬ ▬▬ ▬▬ ▬▬ ▬▬ ▬▬ ▬▬ ▬▬ ▬▬ ▬▬ ▬▬ ▬▬ ▬▬ ▬▬ ▬▬ ▬▬ ▬▬ ▬▬ ▬▬ ▬▬ ▬▬ ▬▬ ▬▬ ▬▬ ▬▬ ▬▬ ▬▬ ▬▬ ▬▬ ▬▬ ▬▬ ▬▬ ▬▬ ▬▬ ▬▬ ▬▬ ▬▬ ▬▬ ▬▬ ▬▬ ▬▬ ▬▬ ▬▬ ▬▬ ▬▬ ▬▬ ▬▬ ▬▬ ▬▬ ▬▬ ▬▬ ▬▬ ▬▬ ▬▬ ▬▬ ▬▬ ▬▬ ▬▬ ▬▬ ▬▬ ▬▬ <box>639 237 794 269</box>
section-subheading-war: Война съ Японіей. <box>194 236 292 247</box>
article-signature: (Р. Вѣд.) <box>602 353 626 360</box>
chronicle-item-heading: ПРОЕЗДЪ ВЕЛИКАГО КНЯЗЯ. <box>671 166 762 173</box>
section-rule <box>8 159 160 160</box>
